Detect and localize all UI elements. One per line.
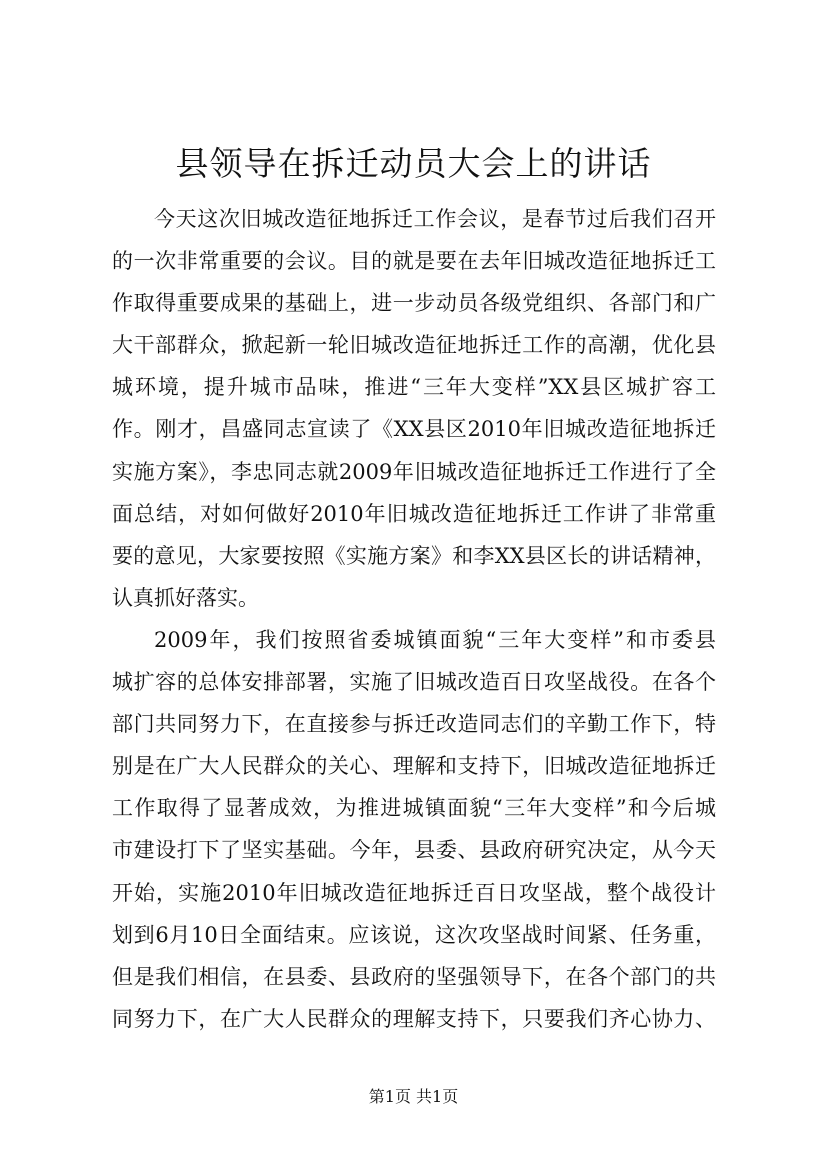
paragraph-line: 但是我们相信，在县委、县政府的坚强领导下，在各个部门的共 [112,964,716,989]
paragraph-line: 作。刚才，昌盛同志宣读了《XX县区2010年旧城改造征地拆迁 [112,417,716,442]
paragraph-line: 要的意见，大家要按照《实施方案》和李XX县区长的讲话精神， [112,543,716,568]
document-body [112,198,716,1040]
paragraph-line: 实施方案》，李忠同志就2009年旧城改造征地拆迁工作进行了全 [112,459,716,484]
paragraph-line: 工作取得了显著成效，为推进城镇面貌“三年大变样”和今后城 [112,796,716,821]
paragraph-line: 今天这次旧城改造征地拆迁工作会议，是春节过后我们召开 [154,207,716,231]
paragraph-line: 别是在广大人民群众的关心、理解和支持下，旧城改造征地拆迁 [112,754,716,779]
paragraph-line: 2009年，我们按照省委城镇面貌“三年大变样”和市委县 [154,627,716,652]
paragraph-line: 开始，实施2010年旧城改造征地拆迁百日攻坚战，整个战役计 [112,880,716,905]
paragraph-line: 同努力下，在广大人民群众的理解支持下，只要我们齐心协力、 [112,1006,716,1031]
page-number-footer: 第1页 共1页 [368,1087,459,1106]
paragraph-2 [112,619,716,1040]
paragraph-line: 作取得重要成果的基础上，进一步动员各级党组织、各部门和广 [112,291,716,316]
document-title: 县领导在拆迁动员大会上的讲话 [175,144,652,183]
paragraph-1 [112,198,716,619]
paragraph-line: 的一次非常重要的会议。目的就是要在去年旧城改造征地拆迁工 [112,249,716,274]
paragraph-line: 部门共同努力下，在直接参与拆迁改造同志们的辛勤工作下，特 [112,712,716,737]
paragraph-line: 认真抓好落实。 [112,585,259,610]
paragraph-line: 城环境，提升城市品味，推进“三年大变样”XX县区城扩容工 [112,375,716,400]
paragraph-line: 城扩容的总体安排部署，实施了旧城改造百日攻坚战役。在各个 [112,670,716,695]
paragraph-line: 划到6月10日全面结束。应该说，这次攻坚战时间紧、任务重， [112,922,716,947]
paragraph-line: 面总结，对如何做好2010年旧城改造征地拆迁工作讲了非常重 [112,501,716,526]
paragraph-line: 大干部群众，掀起新一轮旧城改造征地拆迁工作的高潮，优化县 [112,333,716,358]
paragraph-line: 市建设打下了坚实基础。今年，县委、县政府研究决定，从今天 [112,838,716,863]
